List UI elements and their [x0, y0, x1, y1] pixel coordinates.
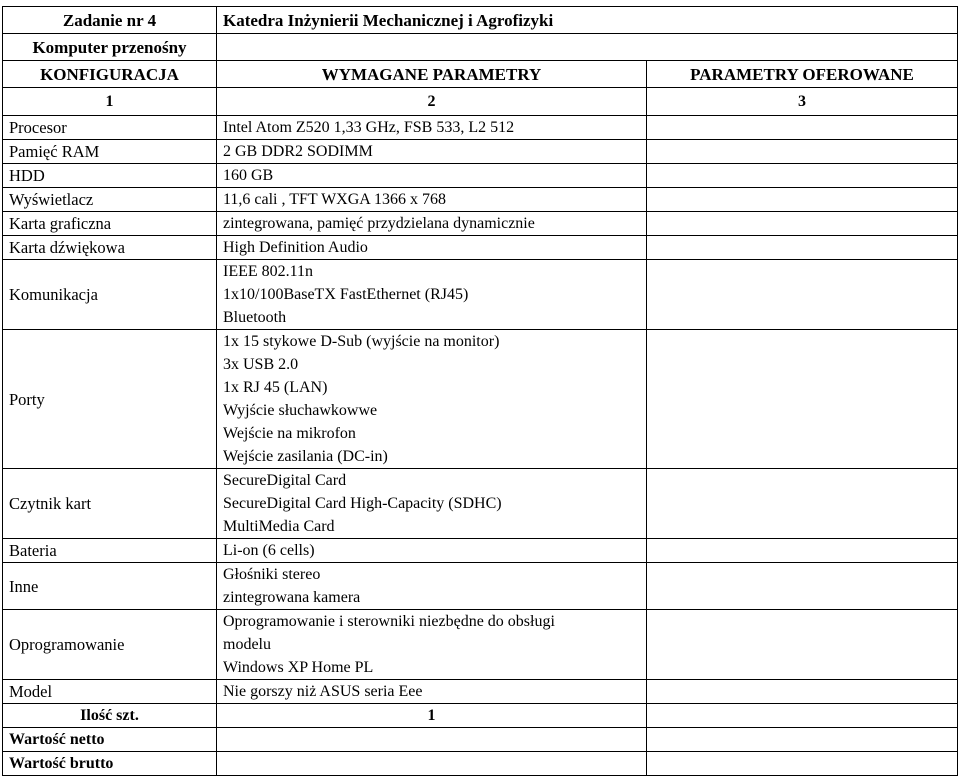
spec-label: Porty — [3, 330, 217, 469]
spec-label: HDD — [3, 164, 217, 188]
spec-required-value — [217, 539, 647, 563]
spec-value-line: zintegrowana, pamięć przydzielana dynamicznie — [223, 215, 535, 232]
spec-label: Wyświetlacz — [3, 188, 217, 212]
spec-required-value — [217, 330, 647, 469]
gross-value-row — [3, 752, 958, 776]
spec-label: Karta dźwiękowa — [3, 236, 217, 260]
spec-row — [3, 469, 958, 539]
spec-required-value — [217, 140, 647, 164]
column-header-config: KONFIGURACJA — [3, 61, 217, 88]
spec-value-line: Wejście zasilania (DC-in) — [223, 448, 388, 465]
spec-rows — [3, 116, 958, 704]
spec-required-value — [217, 212, 647, 236]
spec-value-line: Bluetooth — [223, 309, 287, 326]
spec-required-value — [217, 610, 647, 680]
spec-value-line: Li-on (6 cells) — [223, 542, 315, 559]
quantity-value: 1 — [217, 704, 647, 728]
column-number-3: 3 — [647, 88, 958, 116]
spec-row — [3, 260, 958, 330]
spec-row — [3, 188, 958, 212]
spec-offered-value — [647, 236, 958, 260]
spec-offered-value — [647, 212, 958, 236]
spec-offered-value — [647, 539, 958, 563]
spec-label: Pamięć RAM — [3, 140, 217, 164]
spec-offered-value — [647, 116, 958, 140]
gross-value-label: Wartość brutto — [3, 752, 217, 776]
spec-row — [3, 140, 958, 164]
spec-offered-value — [647, 140, 958, 164]
column-header-required: WYMAGANE PARAMETRY — [217, 61, 647, 88]
spec-value-line: 2 GB DDR2 SODIMM — [223, 143, 373, 160]
spec-row — [3, 212, 958, 236]
spec-label: Inne — [3, 563, 217, 610]
net-value-required — [217, 728, 647, 752]
item-row-empty — [217, 34, 958, 61]
spec-value-line: 11,6 cali , TFT WXGA 1366 x 768 — [223, 191, 446, 208]
spec-offered-value — [647, 469, 958, 539]
spec-value-line: Intel Atom Z520 1,33 GHz, FSB 533, L2 512 — [223, 119, 515, 136]
item-row — [3, 34, 958, 61]
spec-value-line: modelu — [223, 636, 271, 653]
spec-value-line: 1x10/100BaseTX FastEthernet (RJ45) — [223, 286, 469, 303]
spec-row — [3, 164, 958, 188]
net-value-offered — [647, 728, 958, 752]
spec-label: Czytnik kart — [3, 469, 217, 539]
spec-value-line: zintegrowana kamera — [223, 589, 361, 606]
spec-row — [3, 680, 958, 704]
spec-required-value — [217, 563, 647, 610]
spec-value-line: Głośniki stereo — [223, 566, 321, 583]
spec-label: Karta graficzna — [3, 212, 217, 236]
spec-label: Bateria — [3, 539, 217, 563]
spec-row — [3, 563, 958, 610]
spec-offered-value — [647, 260, 958, 330]
gross-value-required — [217, 752, 647, 776]
task-number: Zadanie nr 4 — [3, 7, 217, 34]
spec-required-value — [217, 236, 647, 260]
department-name: Katedra Inżynierii Mechanicznej i Agrofizyki — [217, 7, 958, 34]
spec-required-value — [217, 116, 647, 140]
spec-required-value — [217, 260, 647, 330]
spec-row — [3, 236, 958, 260]
spec-offered-value — [647, 164, 958, 188]
column-number-row — [3, 88, 958, 116]
spec-required-value — [217, 469, 647, 539]
spec-row — [3, 330, 958, 469]
quantity-row — [3, 704, 958, 728]
column-header-row — [3, 61, 958, 88]
quantity-offered — [647, 704, 958, 728]
spec-label: Procesor — [3, 116, 217, 140]
spec-value-line: 3x USB 2.0 — [223, 356, 299, 373]
spec-value-line: SecureDigital Card — [223, 472, 347, 489]
quantity-label: Ilość szt. — [3, 704, 217, 728]
spec-label: Oprogramowanie — [3, 610, 217, 680]
spec-value-line: 160 GB — [223, 167, 274, 184]
spec-label: Model — [3, 680, 217, 704]
spec-value-line: Nie gorszy niż ASUS seria Eee — [223, 683, 423, 700]
spec-value-line: SecureDigital Card High-Capacity (SDHC) — [223, 495, 502, 512]
spec-row — [3, 116, 958, 140]
item-name: Komputer przenośny — [3, 34, 217, 61]
spec-value-line: MultiMedia Card — [223, 518, 335, 535]
spec-required-value — [217, 188, 647, 212]
spec-offered-value — [647, 610, 958, 680]
spec-offered-value — [647, 330, 958, 469]
spec-value-line: Windows XP Home PL — [223, 659, 374, 676]
spec-value-line: Wejście na mikrofon — [223, 425, 356, 442]
net-value-row — [3, 728, 958, 752]
spec-value-line: Wyjście słuchawkowwe — [223, 402, 378, 419]
spec-offered-value — [647, 563, 958, 610]
spec-value-line: 1x 15 stykowe D-Sub (wyjście na monitor) — [223, 333, 500, 350]
spec-value-line: High Definition Audio — [223, 239, 368, 256]
gross-value-offered — [647, 752, 958, 776]
column-number-2: 2 — [217, 88, 647, 116]
spec-value-line: Oprogramowanie i sterowniki niezbędne do obsługi — [223, 613, 555, 630]
net-value-label: Wartość netto — [3, 728, 217, 752]
spec-offered-value — [647, 188, 958, 212]
title-row — [3, 7, 958, 34]
spec-label: Komunikacja — [3, 260, 217, 330]
spec-required-value — [217, 680, 647, 704]
spec-row — [3, 539, 958, 563]
column-number-1: 1 — [3, 88, 217, 116]
spec-required-value — [217, 164, 647, 188]
column-header-offered: PARAMETRY OFEROWANE — [647, 61, 958, 88]
spec-offered-value — [647, 680, 958, 704]
spec-value-line: IEEE 802.11n — [223, 263, 314, 280]
specification-table — [2, 6, 958, 776]
spec-row — [3, 610, 958, 680]
spec-value-line: 1x RJ 45 (LAN) — [223, 379, 328, 396]
